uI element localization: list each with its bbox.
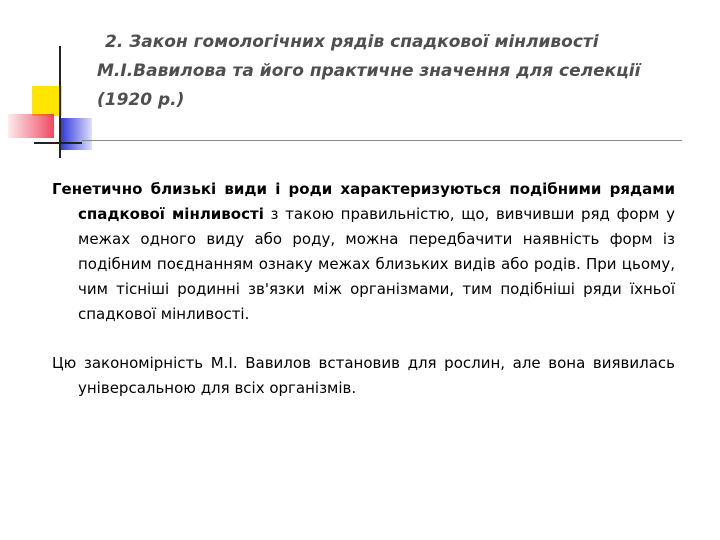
- decor-blue-square: [60, 118, 92, 150]
- decor-red-gradient: [8, 114, 54, 138]
- title-underline: [82, 140, 682, 141]
- decor-horizontal-line: [34, 142, 82, 144]
- slide-title: [97, 28, 697, 115]
- paragraph-universality: Цю закономірність М.І. Вавилов встановив для рослин, але вона виявилась універсальною для всіх організмів.: [52, 354, 675, 397]
- slide-title-line-2: М.І.Вавилова та його практичне значення для селекції: [97, 61, 641, 81]
- paragraph-bold-lead: Генетично близькі види і роди характеризуються подібними рядами спадкової мінливості: [52, 180, 675, 223]
- slide-title-line-1: 2. Закон гомологічних рядів спадкової мінливості: [105, 32, 599, 52]
- slide-title-line-3: (1920 р.): [97, 90, 185, 110]
- decor-yellow-square: [32, 86, 62, 116]
- paragraph-homologous-series: [52, 177, 675, 327]
- slide-body: [52, 177, 675, 401]
- paragraph-continuation: з такою правильністю, що, вивчивши ряд форм у межах одного виду або роду, можна передбачити наявність форм із подібним поєднанням ознаку межах близьких видів або родів. При цьому, чим тісніші родинні зв'язки між організмами, тим подібніші ряди їхньої спадкової мінливості.: [78, 205, 675, 323]
